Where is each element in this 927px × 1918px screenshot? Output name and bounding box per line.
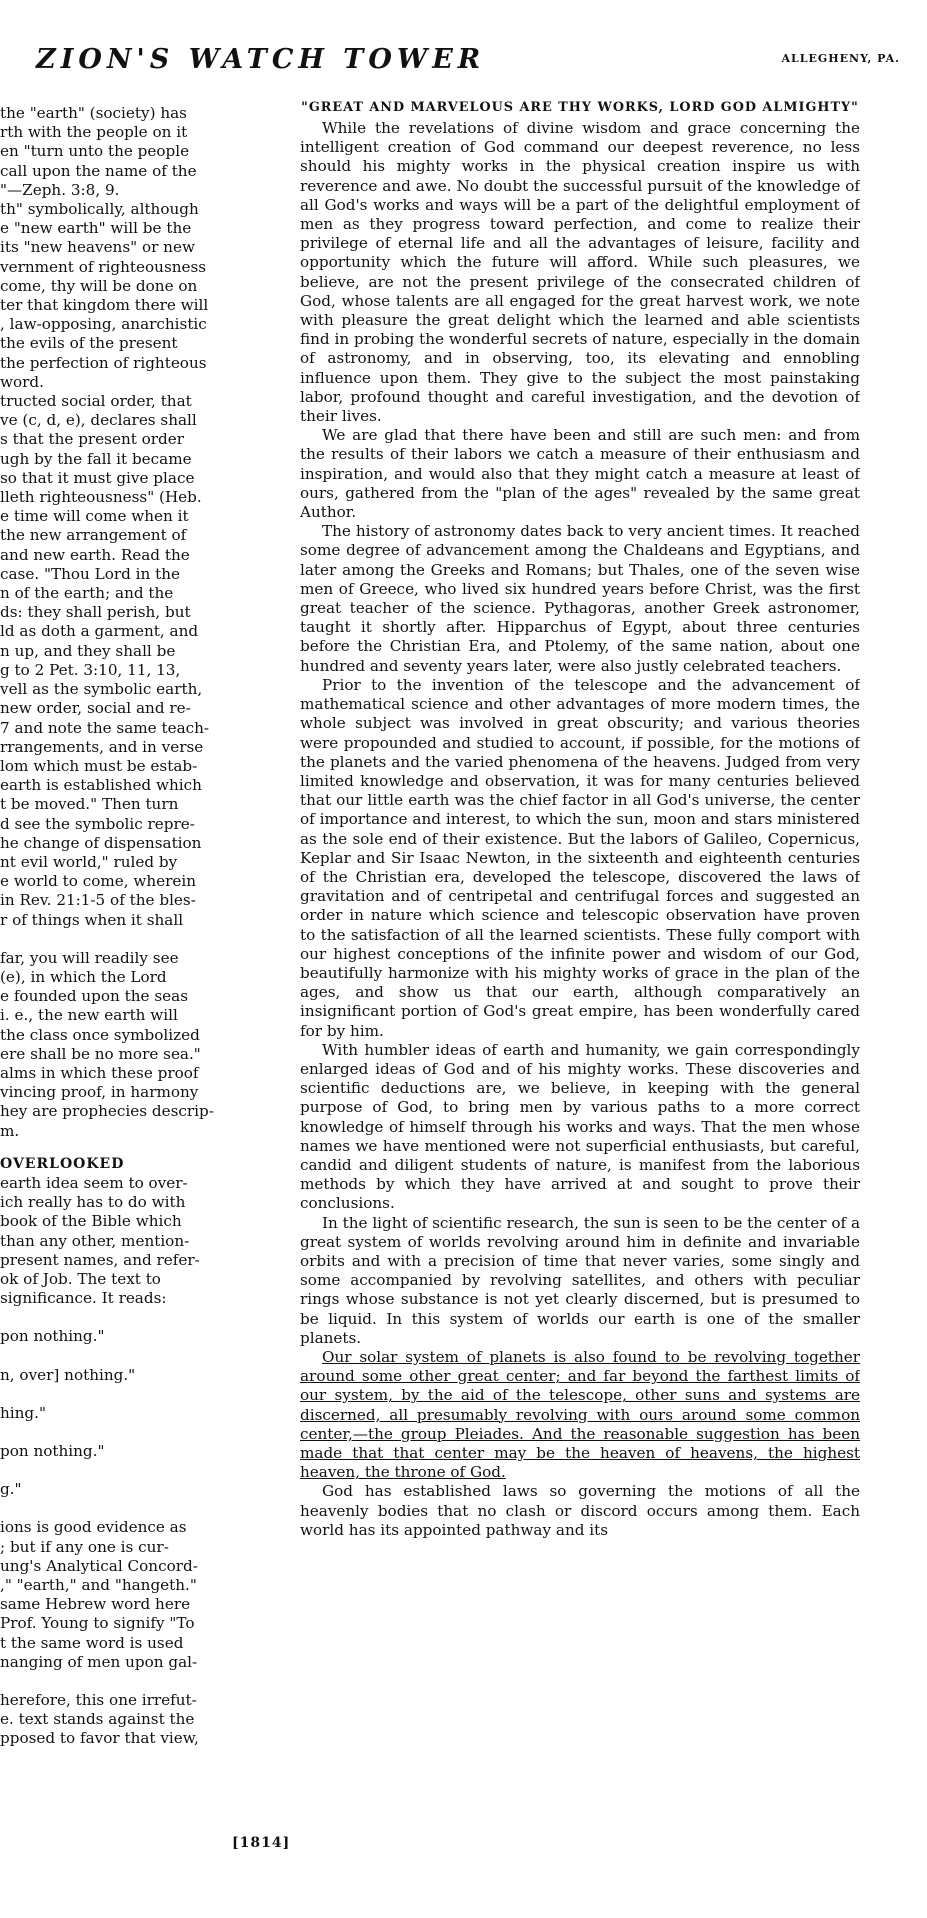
left-block-a xyxy=(0,104,318,930)
text-line: ; but if any one is cur- xyxy=(0,1537,169,1556)
text-line: he change of dispensation xyxy=(0,833,202,852)
text-line: (e), in which the Lord xyxy=(0,967,167,986)
left-block-d xyxy=(0,1518,318,1672)
text-line: new order, social and re- xyxy=(0,699,191,718)
text-line: hing." xyxy=(0,1403,46,1422)
text-line: s that the present order xyxy=(0,430,185,449)
text-line: ter that kingdom there will xyxy=(0,296,209,315)
text-line: ok of Job. The text to xyxy=(0,1269,161,1288)
paragraph: While the revelations of divine wisdom and grace concerning the intelligent creation of God command our deepest reverence, no less should his mighty works in the physical creation inspire us with reverence and awe. No doubt the successful pursuit of the knowledge of all God's works and ways will be a part of the delightful employment of men as they progress toward perfection, and come to realize their privilege of eternal life and all the advantages of leisure, facility and opportunity which the future will afford. While such pleasures, we believe, are not the present privilege of the consecrated children of God, whose talents are all engaged for the great harvest work, we note with pleasure the great delight which the learned and able scientists find in probing the wonderful secrets of nature, especially in the domain of astronomy, and in observing, too, its elevating and ennobling influence upon them. They give to the subject the most painstaking labor, profound thought and careful investigation, and the devotion of their lives. xyxy=(300,119,860,426)
text-line: herefore, this one irrefut- xyxy=(0,1691,197,1710)
text-line: t the same word is used xyxy=(0,1633,184,1652)
text-line: Prof. Young to signify "To xyxy=(0,1614,195,1633)
text-line: significance. It reads: xyxy=(0,1289,167,1308)
article-body xyxy=(300,119,860,1348)
left-block-e xyxy=(0,1691,318,1749)
left-block-b xyxy=(0,949,318,1141)
text-line: hey are prophecies descrip- xyxy=(0,1102,214,1121)
text-line: earth is established which xyxy=(0,776,202,795)
text-line: t be moved." Then turn xyxy=(0,795,179,814)
text-line: , law-opposing, anarchistic xyxy=(0,315,207,334)
text-line: ds: they shall perish, but xyxy=(0,603,191,622)
text-line: in Rev. 21:1-5 of the bles- xyxy=(0,891,196,910)
left-block-c xyxy=(0,1174,318,1308)
text-line: call upon the name of the xyxy=(0,161,197,180)
text-line: d see the symbolic repre- xyxy=(0,814,195,833)
paragraph: We are glad that there have been and still are such men: and from the results of their labors we catch a measure of their enthusiasm and inspiration, and would also that they might catch a measure at least of ours, gathered from the "plan of the ages" revealed by the same great Author. xyxy=(300,426,860,522)
text-line: ve (c, d, e), declares shall xyxy=(0,411,197,430)
text-line: earth idea seem to over- xyxy=(0,1173,188,1192)
text-line: case. "Thou Lord in the xyxy=(0,564,181,583)
text-line: than any other, mention- xyxy=(0,1231,190,1250)
text-line: n, over] nothing." xyxy=(0,1365,136,1384)
text-line: ugh by the fall it became xyxy=(0,449,192,468)
text-line: so that it must give place xyxy=(0,468,195,487)
section-heading: OVERLOOKED xyxy=(0,1155,125,1172)
text-line: n up, and they shall be xyxy=(0,641,176,660)
text-line: ung's Analytical Concord- xyxy=(0,1556,198,1575)
text-line: and new earth. Read the xyxy=(0,545,190,564)
text-line: e founded upon the seas xyxy=(0,987,188,1006)
paragraph: In the light of scientific research, the sun is seen to be the center of a great system of worlds revolving around him in definite and invariable orbits and with a precision of time that never varies, some singly and some accompanied by revolving satellites, and others with peculiar rings whose substance is not yet clearly discerned, but is presumed to be liquid. In this system of worlds our earth is one of the smaller planets. xyxy=(300,1213,860,1347)
text-line: present names, and refer- xyxy=(0,1250,200,1269)
text-line: nanging of men upon gal- xyxy=(0,1652,198,1671)
text-line: the "earth" (society) has xyxy=(0,104,187,122)
text-line: 7 and note the same teach- xyxy=(0,718,210,737)
text-line: the new arrangement of xyxy=(0,526,187,545)
text-line: rrangements, and in verse xyxy=(0,737,204,756)
text-line: the class once symbolized xyxy=(0,1025,200,1044)
text-line: tructed social order, that xyxy=(0,392,192,411)
paragraph: Prior to the invention of the telescope and the advancement of mathematical science and other advantages of more modern times, the whole subject was involved in great obscurity; and various theories were propounded and studied to account, if possible, for the motions of the planets and the varied phenomena of the heavens. Judged from very limited knowledge and observation, it was for many centuries believed that our little earth was the chief factor in all God's universe, the center of importance and interest, to which the sun, moon and stars ministered as the sole end of their existence. But the labors of Galileo, Copernicus, Keplar and Sir Isaac Newton, in the sixteenth and eighteenth centuries of the Christian era, developed the telescope, discovered the laws of gravitation and of centripetal and centrifugal forces and suggested an order in nature which science and telescopic observation have proven to the satisfaction of all the learned scientists. These fully comport with our highest conceptions of the infinite power and wisdom of our God, beautifully harmonize with his mighty works of grace in the plan of the ages, and show us that our earth, although comparatively an insignificant portion of God's great empire, has been wonderfully cared for by him. xyxy=(300,675,860,1040)
text-line: i. e., the new earth will xyxy=(0,1006,178,1025)
text-line: e "new earth" will be the xyxy=(0,219,192,238)
text-line: pon nothing." xyxy=(0,1327,105,1346)
text-line: come, thy will be done on xyxy=(0,276,198,295)
underlined-paragraph: Our solar system of planets is also found to be revolving together around some other great center; and far beyond the farthest limits of our system, by the aid of the telescope, other suns and systems are discerned, all presumably revolving with ours around some common center,—the group Pleiades. And the reasonable suggestion has been made that that center may be the heaven of heavens, the highest heaven, the throne of God. xyxy=(300,1348,860,1482)
text-line: lleth righteousness" (Heb. xyxy=(0,488,202,507)
text-line: en "turn unto the people xyxy=(0,142,190,161)
text-line: pon nothing." xyxy=(0,1442,105,1460)
text-line: pposed to favor that view, xyxy=(0,1729,199,1748)
article-title: "GREAT AND MARVELOUS ARE THY WORKS, LORD GOD ALMIGHTY" xyxy=(301,100,859,115)
text-line: ions is good evidence as xyxy=(0,1518,187,1537)
final-paragraph: God has established laws so governing the motions of all the heavenly bodies that no clash or discord occurs among them. Each world has its appointed pathway and its xyxy=(300,1482,860,1539)
text-line: ," "earth," and "hangeth." xyxy=(0,1576,197,1595)
text-line: ld as doth a garment, and xyxy=(0,622,199,641)
paragraph: With humbler ideas of earth and humanity, we gain correspondingly enlarged ideas of God and of his mighty works. These discoveries and scientific deductions are, we believe, in keeping with the general purpose of God, to bring men by various paths to a more correct knowledge of himself through his works and ways. That the men whose names we have mentioned were not superficial enthusiasts, but careful, candid and diligent students of nature, is manifest from the laborious methods by which they have arrived at and sought to prove their conclusions. xyxy=(300,1040,860,1213)
text-line: "—Zeph. 3:8, 9. xyxy=(0,180,120,199)
text-line: same Hebrew word here xyxy=(0,1595,191,1614)
text-line: rth with the people on it xyxy=(0,123,188,142)
text-line: far, you will readily see xyxy=(0,948,179,967)
text-line: book of the Bible which xyxy=(0,1212,182,1231)
right-column xyxy=(300,100,860,1820)
paragraph: The history of astronomy dates back to very ancient times. It reached some degree of advancement among the Chaldeans and Egyptians, and later among the Greeks and Romans; but Thales, one of the seven wise men of Greece, who lived six hundred years before Christ, was the first great teacher of the science. Pythagoras, another Greek astronomer, taught it shortly after. Hipparchus of Egypt, about three centuries before the Christian Era, and Ptolemy, of the same nation, about one hundred and seventy years later, were also justly celebrated teachers. xyxy=(300,522,860,675)
text-line: the perfection of righteous xyxy=(0,353,207,372)
text-line: alms in which these proof xyxy=(0,1063,199,1082)
text-line: th" symbolically, although xyxy=(0,200,199,219)
text-line: its "new heavens" or new xyxy=(0,238,195,257)
text-line: vincing proof, in harmony xyxy=(0,1083,199,1102)
masthead: ZION'S WATCH TOWER xyxy=(36,44,486,75)
text-line: m. xyxy=(0,1121,20,1140)
text-line: ere shall be no more sea." xyxy=(0,1044,201,1063)
text-line: lom which must be estab- xyxy=(0,756,198,775)
text-line: word. xyxy=(0,372,44,391)
location-label: ALLEGHENY, PA. xyxy=(781,52,900,65)
text-line: ich really has to do with xyxy=(0,1193,186,1212)
left-column xyxy=(0,104,318,1794)
text-line: e. text stands against the xyxy=(0,1710,195,1729)
text-line: nt evil world," ruled by xyxy=(0,852,178,871)
text-line: vell as the symbolic earth, xyxy=(0,680,203,699)
text-line: the evils of the present xyxy=(0,334,178,353)
text-line: r of things when it shall xyxy=(0,910,184,929)
text-line: g to 2 Pet. 3:10, 11, 13, xyxy=(0,660,181,679)
left-quote-block xyxy=(0,1327,318,1518)
text-line: g." xyxy=(0,1480,22,1499)
page-number: [1814] xyxy=(232,1835,291,1851)
text-line: n of the earth; and the xyxy=(0,584,174,603)
text-line: e world to come, wherein xyxy=(0,872,197,891)
text-line: e time will come when it xyxy=(0,507,189,526)
text-line: vernment of righteousness xyxy=(0,257,207,276)
